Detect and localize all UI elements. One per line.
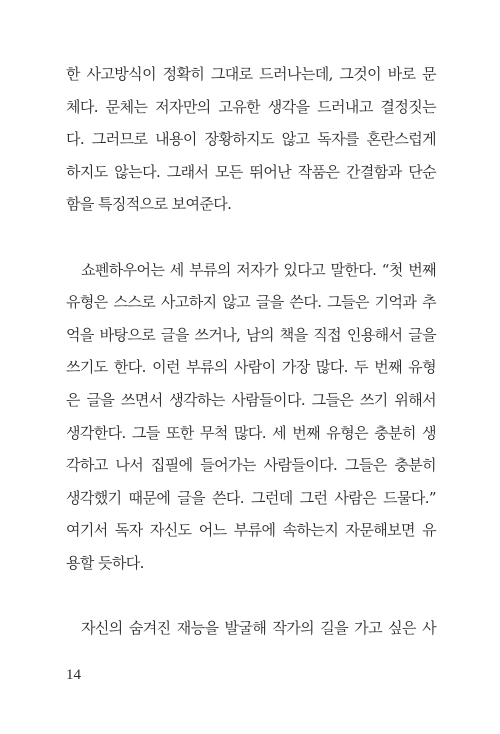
paragraph-2	[66, 254, 436, 580]
text-line: 생각했기 때문에 글을 쓴다. 그런데 그런 사람은 드물다.”	[66, 488, 436, 507]
body-text	[66, 58, 436, 645]
text-line: 여기서 독자 자신도 어느 부류에 속하는지 자문해보면 유	[66, 521, 436, 540]
paragraph-gap	[66, 221, 436, 254]
text-line: 생각한다. 그들 또한 무척 많다. 세 번째 유형은 충분히 생	[66, 423, 436, 442]
text-line: 유형은 스스로 사고하지 않고 글을 쓴다. 그들은 기억과 추	[66, 293, 436, 312]
text-line: 용할 듯하다.	[66, 553, 144, 572]
text-line: 하지도 않는다. 그래서 모든 뛰어난 작품은 간결함과 단순	[66, 162, 436, 181]
text-line: 체다. 문체는 저자만의 고유한 생각을 드러내고 결정짓는	[66, 97, 436, 116]
text-line: 쓰기도 한다. 이런 부류의 사람이 가장 많다. 두 번째 유형	[66, 358, 436, 377]
text-line: 각하고 나서 집필에 들어가는 사람들이다. 그들은 충분히	[66, 456, 436, 475]
page-number: 14	[66, 667, 81, 683]
text-line: 쇼펜하우어는 세 부류의 저자가 있다고 말한다. “첫 번째	[81, 260, 436, 279]
paragraph-1	[66, 58, 436, 221]
text-line: 은 글을 쓰면서 생각하는 사람들이다. 그들은 쓰기 위해서	[66, 390, 436, 409]
paragraph-3	[66, 612, 436, 645]
text-line: 한 사고방식이 정확히 그대로 드러나는데, 그것이 바로 문	[66, 65, 436, 83]
paragraph-gap	[66, 580, 436, 613]
text-line: 억을 바탕으로 글을 쓰거나, 남의 책을 직접 인용해서 글을	[66, 325, 436, 344]
text-line: 함을 특징적으로 보여준다.	[66, 195, 232, 214]
text-line: 다. 그러므로 내용이 장황하지도 않고 독자를 혼란스럽게	[66, 130, 436, 149]
text-line: 자신의 숨겨진 재능을 발굴해 작가의 길을 가고 싶은 사	[81, 619, 436, 638]
